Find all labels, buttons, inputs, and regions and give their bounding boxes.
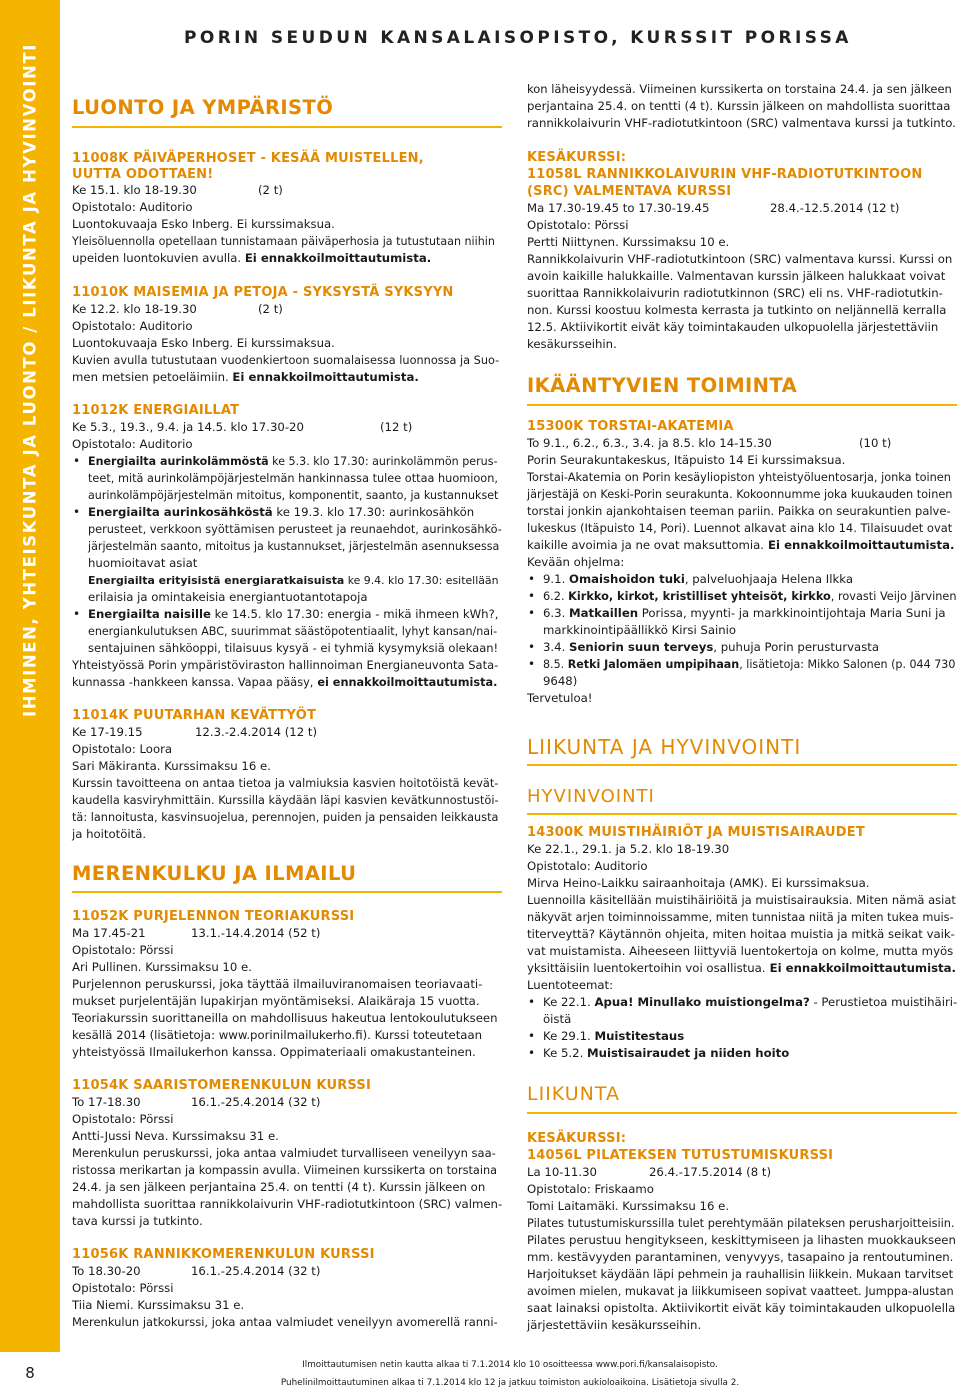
continued-text: kon läheisyydessä. Viimeinen kurssikerta on torstaina 24.4. ja sen jälkeen [527,82,952,96]
course-description: avoin kaikille halukkaille. Valmentavan kurssin jälkeen halukkaat voivat [527,269,946,283]
course-place: Opistotalo: Auditorio [527,859,648,873]
program-heading: Kevään ohjelma: [527,555,625,569]
course-description: Yleisöluennolla opetellaan tunnistamaan päiväperhosia ja tutustutaan niihin [72,235,495,248]
course-description: mukset purjelentäjän lupakirjan myöntämiseksi. Alaikäraja 15 vuotta. [72,994,480,1008]
course-description: ja hoitotöitä. [72,827,147,841]
course-place: Opistotalo: Pörssi [527,218,629,232]
footer [60,1356,960,1392]
course-description: järjestettäviin kesäkursseihin. [527,1318,702,1332]
list-item: • Ke 22.1. Apua! Minullako muistiongelma? - Perustietoa muistihäiri- [527,994,957,1011]
course-title-11008k: 11008K PÄIVÄPERHOSET - KESÄÄ MUISTELLEN, [72,151,424,166]
course-place: Opistotalo: Loora [72,742,173,756]
section-title-ikaantyvien: IKÄÄNTYVIEN TOIMINTA [527,374,798,397]
course-description: 24.4. ja sen jälkeen perjantaina 25.4. on tentti (4 t). Kurssin jälkeen on [72,1180,486,1194]
enrollment-note: Ei ennakkoilmoittautumista. [232,370,419,384]
section-rule [527,764,957,766]
course-description: Torstai-Akatemia on Porin kesäyliopiston yhteistyöluentosarja, jonka toinen [527,471,951,484]
course-title-14300k: 14300K MUISTIHÄIRIÖT JA MUISTISAIRAUDET [527,825,865,840]
side-bar [0,0,60,1352]
course-description: Merenkulun jatkokurssi, joka antaa valmiudet veneilyyn avomerellä ranni- [72,1315,498,1329]
section-vertical-label: IHMINEN, YHTEISKUNTA JA LUONTO / LIIKUNTA JA HYVINVOINTI [20,42,40,718]
list-item: • Energiailta aurinkolämmöstä ke 5.3. klo 17.30: aurinkolämmön perus- [72,453,498,470]
course-place: Opistotalo: Pörssi [72,1112,174,1126]
section-rule [527,1112,957,1114]
course-dates: 26.4.-17.5.2014 (8 t) [649,1165,772,1179]
course-time: To 18.30-20 [72,1264,141,1278]
course-time: Ke 15.1. klo 18-19.30 [72,183,197,197]
list-item: • Ke 29.1. Muistitestaus [527,1028,684,1045]
course-description: yhteistyössä Ilmailukerhon kanssa. Oppimateriaali omakustanteinen. [72,1045,476,1059]
course-title-11014k: 11014K PUUTARHAN KEVÄTTYÖT [72,708,317,723]
course-title-14056l: 14056L PILATEKSEN TUTUSTUMISKURSSI [527,1148,834,1163]
closing-text: Tervetuloa! [527,691,593,705]
course-title-11052k: 11052K PURJELENNON TEORIAKURSSI [72,909,355,924]
course-place: Opistotalo: Pörssi [72,943,174,957]
page-header: PORIN SEUDUN KANSALAISOPISTO, KURSSIT PORISSA [184,28,852,48]
course-description: kesällä 2014 (lisätietoja: www.porinilmailukerho.fi). Kurssi toteutetaan [72,1028,483,1042]
footer-line: Puhelinilmoittautuminen alkaa ti 7.1.2014 klo 12 ja jatkuu toimiston aukioloaikoina. Lisätietoja sivulla 2. [280,1378,740,1388]
list-item: • 8.5. Retki Jalomäen umpipihaan, lisätietoja: Mikko Salonen (p. 044 730 [527,656,955,673]
course-description: avoimen mielen, mukavat ja liikkumiseen sopivat vaatteet. Jumppa-alustan [527,1285,954,1298]
list-item-text: huomioitavat asiat [88,556,198,570]
section-rule [72,126,502,128]
list-item: • Energiailta aurinkosähköstä ke 19.3. klo 17.30: aurinkosähkön [72,504,474,521]
continued-text: rannikkolaivurin VHF-radiotutkintoon (SRC) valmentava kurssi ja tutkinto. [527,116,956,130]
course-description: suorittaa Rannikkolaivurin radiotutkinnon (SRC) eli ns. VHF-radiotutkin- [527,286,943,300]
section-title-liikunta-hyvinvointi: LIIKUNTA JA HYVINVOINTI [527,735,802,759]
course-description: 12.5. Aktiivikortit eivät käy toimintakauden ulkopuolella järjestettäviin [527,320,939,334]
course-place: Opistotalo: Auditorio [72,319,193,333]
course-title-15300k: 15300K TORSTAI-AKATEMIA [527,419,734,434]
course-teacher: Antti-Jussi Neva. Kurssimaksu 31 e. [72,1129,279,1143]
course-description: vat muistamista. Aiheeseen liittyviä luentokertoja on kolme, mutta myös [527,944,954,958]
course-description: ristossa merikartan ja kompassin avulla. Viimeinen kurssikerta on torstaina [72,1164,498,1177]
course-dates: 13.1.-14.4.2014 (52 t) [191,926,321,940]
course-description: lukeskus (Itäpuisto 14, Pori). Luennot alkavat aina klo 14. Tilaisuudet ovat [527,521,953,535]
course-place: Opistotalo: Auditorio [72,200,193,214]
course-hours: (2 t) [258,183,283,197]
course-title-11058l: 11058L RANNIKKOLAIVURIN VHF-RADIOTUTKINTOON [527,167,923,182]
course-teacher: Ari Pullinen. Kurssimaksu 10 e. [72,960,252,974]
course-description: upeiden luontokuvien avulla. Ei ennakkoilmoittautumista. [72,251,432,265]
course-title-11056k: 11056K RANNIKKOMERENKULUN KURSSI [72,1247,375,1262]
course-hours: (12 t) [380,420,413,434]
course-description: saat lainaksi opistolta. Aktiivikortit eivät käy toimintakauden ulkopuolella [527,1301,956,1315]
course-time: To 17-18.30 [72,1095,141,1109]
course-description: Kurssin tavoitteena on antaa tietoa ja valmiuksia kasvien hoitotöistä kevät- [72,777,499,790]
list-item: • Ke 5.2. Muistisairaudet ja niiden hoito [527,1045,789,1062]
list-item-text: teet, mitä aurinkolämpöjärjestelmän hankinnassa tulee ottaa huomioon, [88,472,498,485]
course-description: järjestäjä on Keski-Porin seurakunta. Kokoonnumme joka kuukauden toinen [527,488,953,501]
course-hours: (10 t) [859,436,892,450]
course-teacher: Tiia Niemi. Kurssimaksu 31 e. [72,1298,245,1312]
course-description: näkyvät arjen toiminnoissamme, miten tunnistaa niitä ja miten tukea muis- [527,911,954,924]
course-place: Opistotalo: Friskaamo [527,1182,654,1196]
course-description: Luennoilla käsitellään muistihäiriöitä ja muistisairauksia. Miten nämä asiat [527,893,956,907]
course-time: Ke 12.2. klo 18-19.30 [72,302,197,316]
course-description: Pilates perustuu hengitykseen, keskittymiseen ja lihasten muokkaukseen [527,1233,956,1247]
course-description: mahdollista suorittaa rannikkolaivurin VHF-radiotutkintoon (SRC) valmen- [72,1197,503,1211]
page-number: 8 [25,1364,35,1382]
list-item-text: järjestelmän saanto, mitoitus ja kustannukset, järjestelmän asennuksessa [88,540,500,553]
list-item-text: Energiailta erityisistä energiaratkaisuista ke 9.4. klo 17.30: esitellään [88,574,499,587]
course-time: To 9.1., 6.2., 6.3., 3.4. ja 8.5. klo 14-15.30 [527,436,772,450]
course-description: Pilates tutustumiskurssilla tulet perehtymään pilateksen perusharjoitteisiin. [527,1217,955,1230]
list-item-text: erilaisia ja omintakeisia energiantuotantotapoja [88,590,368,604]
course-dates: 12.3.-2.4.2014 (12 t) [195,725,318,739]
list-heading: Luentoteemat: [527,978,614,992]
course-description: mm. kestävyyden parantaminen, venyvyys, tasapaino ja rentoutuminen. [527,1250,954,1264]
course-description: tava kurssi ja tutkinto. [72,1214,203,1228]
course-description: titerveyttä? Käytännön ohjeita, miten hoitaa muistia ja mitkä seikat vaik- [527,927,955,941]
enrollment-note: Ei ennakkoilmoittautumista. [765,961,956,975]
course-description: kaudella kasviryhmittäin. Kurssilla käydään läpi kasvien kevätkunnostustöi- [72,794,499,807]
list-item-text: markkinointipäällikkö Kirsi Sainio [543,623,737,637]
course-time: Ke 17-19.15 [72,725,143,739]
course-title-11008k-cont: UUTTA ODOTTAEN! [72,167,214,182]
course-hours: (2 t) [258,302,283,316]
course-teacher: Luontokuvaaja Esko Inberg. Ei kurssimaksua. [72,217,335,231]
course-teacher: Pertti Niittynen. Kurssimaksu 10 e. [527,235,730,249]
course-description: Kuvien avulla tutustutaan vuodenkiertoon suomalaisessa luonnossa ja Suo- [72,354,500,367]
course-prefix: KESÄKURSSI: [527,150,627,165]
course-description: kunnassa -hankkeen kanssa. Vapaa pääsy, ei ennakkoilmoittautumista. [72,676,498,689]
course-teacher: Luontokuvaaja Esko Inberg. Ei kurssimaksua. [72,336,335,350]
course-description: kaikille avoimia ja ne ovat maksuttomia. Ei ennakkoilmoittautumista. [527,538,955,552]
course-teacher: Sari Mäkiranta. Kurssimaksu 16 e. [72,759,271,773]
subsection-title-liikunta: LIIKUNTA [527,1083,620,1105]
course-description: Rannikkolaivurin VHF-radiotutkintoon (SRC) valmentava kurssi. Kurssi on [527,252,953,266]
course-dates: 16.1.-25.4.2014 (32 t) [191,1264,321,1278]
course-description: yksittäisiin luentokertoihin voi osallistua. Ei ennakkoilmoittautumista. [527,961,956,975]
course-title-11010k: 11010K MAISEMIA JA PETOJA - SYKSYSTÄ SYKSYYN [72,285,454,300]
list-item-text: aurinkolämpöjärjestelmän mitoitus, komponentit, saanto, ja kustannukset [88,489,499,502]
course-teacher: Mirva Heino-Laikku sairaanhoitaja (AMK). Ei kurssimaksua. [527,876,870,890]
list-item: • Energiailta naisille ke 14.5. klo 17.30: energia - mikä ihmeen kWh?, [72,606,499,623]
list-item-text: öistä [543,1012,572,1026]
enrollment-note: ei ennakkoilmoittautumista. [313,676,498,689]
list-item-text: sentajuinen sähköoppi, tilaisuus kysyä - ei tyhmiä kysymyksiä olekaan! [88,641,499,655]
course-place: Opistotalo: Pörssi [72,1281,174,1295]
course-time: Ke 22.1., 29.1. ja 5.2. klo 18-19.30 [527,842,730,856]
course-title-11058l-cont: (SRC) VALMENTAVA KURSSI [527,184,732,199]
section-title-luonto: LUONTO JA YMPÄRISTÖ [72,96,334,119]
course-description: Yhteistyössä Porin ympäristöviraston hallinnoiman Energianeuvonta Sata- [72,658,499,672]
list-item: • 3.4. Seniorin suun terveys, puhuja Porin perusturvasta [527,639,879,656]
course-dates: 16.1.-25.4.2014 (32 t) [191,1095,321,1109]
continued-text: perjantaina 25.4. on tentti (4 t). Kurssin jälkeen on mahdollista suorittaa [527,99,951,113]
list-item-text: energiankulutuksen ABC, suurimmat säästöpotentiaalit, lyhyt kansan/nai- [88,625,498,638]
course-title-11054k: 11054K SAARISTOMERENKULUN KURSSI [72,1078,372,1093]
course-description: Harjoitukset käydään läpi pehmein ja rauhallisin liikkein. Mukaan tarvitset [527,1267,954,1281]
list-item: • 6.2. Kirkko, kirkot, kristilliset yhteisöt, kirkko, rovasti Veijo Järvinen [527,588,957,605]
course-dates: 28.4.-12.5.2014 (12 t) [770,201,900,215]
course-description: kesäkursseihin. [527,337,617,351]
section-rule [527,404,957,406]
list-item-text: 9648) [543,674,578,688]
enrollment-note: Ei ennakkoilmoittautumista. [244,251,432,265]
course-place: Opistotalo: Auditorio [72,437,193,451]
course-teacher: Tomi Laitamäki. Kurssimaksu 16 e. [527,1199,730,1213]
course-prefix: KESÄKURSSI: [527,1131,627,1146]
list-item: • 6.3. Matkaillen Porissa, myynti- ja markkinointijohtaja Maria Suni ja [527,605,946,622]
list-item-text: perusteet, verkkoon syöttämisen perusteet ja reunaehdot, aurinkosähkö- [88,523,502,536]
course-time: La 10-11.30 [527,1165,597,1179]
section-rule [527,813,957,815]
course-description: torstai jonkin ajankohtaisen teeman pariin. Paikka on seurakuntien palve- [527,504,951,518]
list-item: • 9.1. Omaishoidon tuki, palveluohjaaja Helena Ilkka [527,571,853,588]
course-description: non. Kurssi koostuu kolmesta kerrasta ja tutkinto on neljännellä kerralla [527,303,947,317]
section-rule [72,891,502,893]
course-place: Porin Seurakuntakeskus, Itäpuisto 14 Ei kurssimaksua. [527,453,846,467]
course-description: men metsien petoeläimiin. Ei ennakkoilmoittautumista. [72,370,419,384]
course-time: Ke 5.3., 19.3., 9.4. ja 14.5. klo 17.30-20 [72,420,304,434]
course-title-11012k: 11012K ENERGIAILLAT [72,403,240,418]
footer-line: Ilmoittautumisen netin kautta alkaa ti 7.1.2014 klo 10 osoitteessa www.pori.fi/kansalaisopisto. [302,1360,718,1370]
course-description: Merenkulun peruskurssi, joka antaa valmiudet turvalliseen veneilyyn saa- [72,1146,496,1160]
course-description: Purjelennon peruskurssi, joka täyttää ilmailuviranomaisen teoriavaati- [72,977,483,991]
course-description: tä: lannoitusta, kasvinsuojelua, perennojen, puiden ja pensaiden leikkausta [72,811,499,824]
course-time: Ma 17.45-21 [72,926,146,940]
enrollment-note: Ei ennakkoilmoittautumista. [763,538,955,552]
section-title-merenkulku: MERENKULKU JA ILMAILU [72,862,357,885]
course-description: Teoriakurssin suorittaneilla on mahdollisuus hakeutua lentokoulutukseen [72,1011,498,1025]
course-time: Ma 17.30-19.45 to 17.30-19.45 [527,201,710,215]
subsection-title-hyvinvointi: HYVINVOINTI [527,786,655,807]
